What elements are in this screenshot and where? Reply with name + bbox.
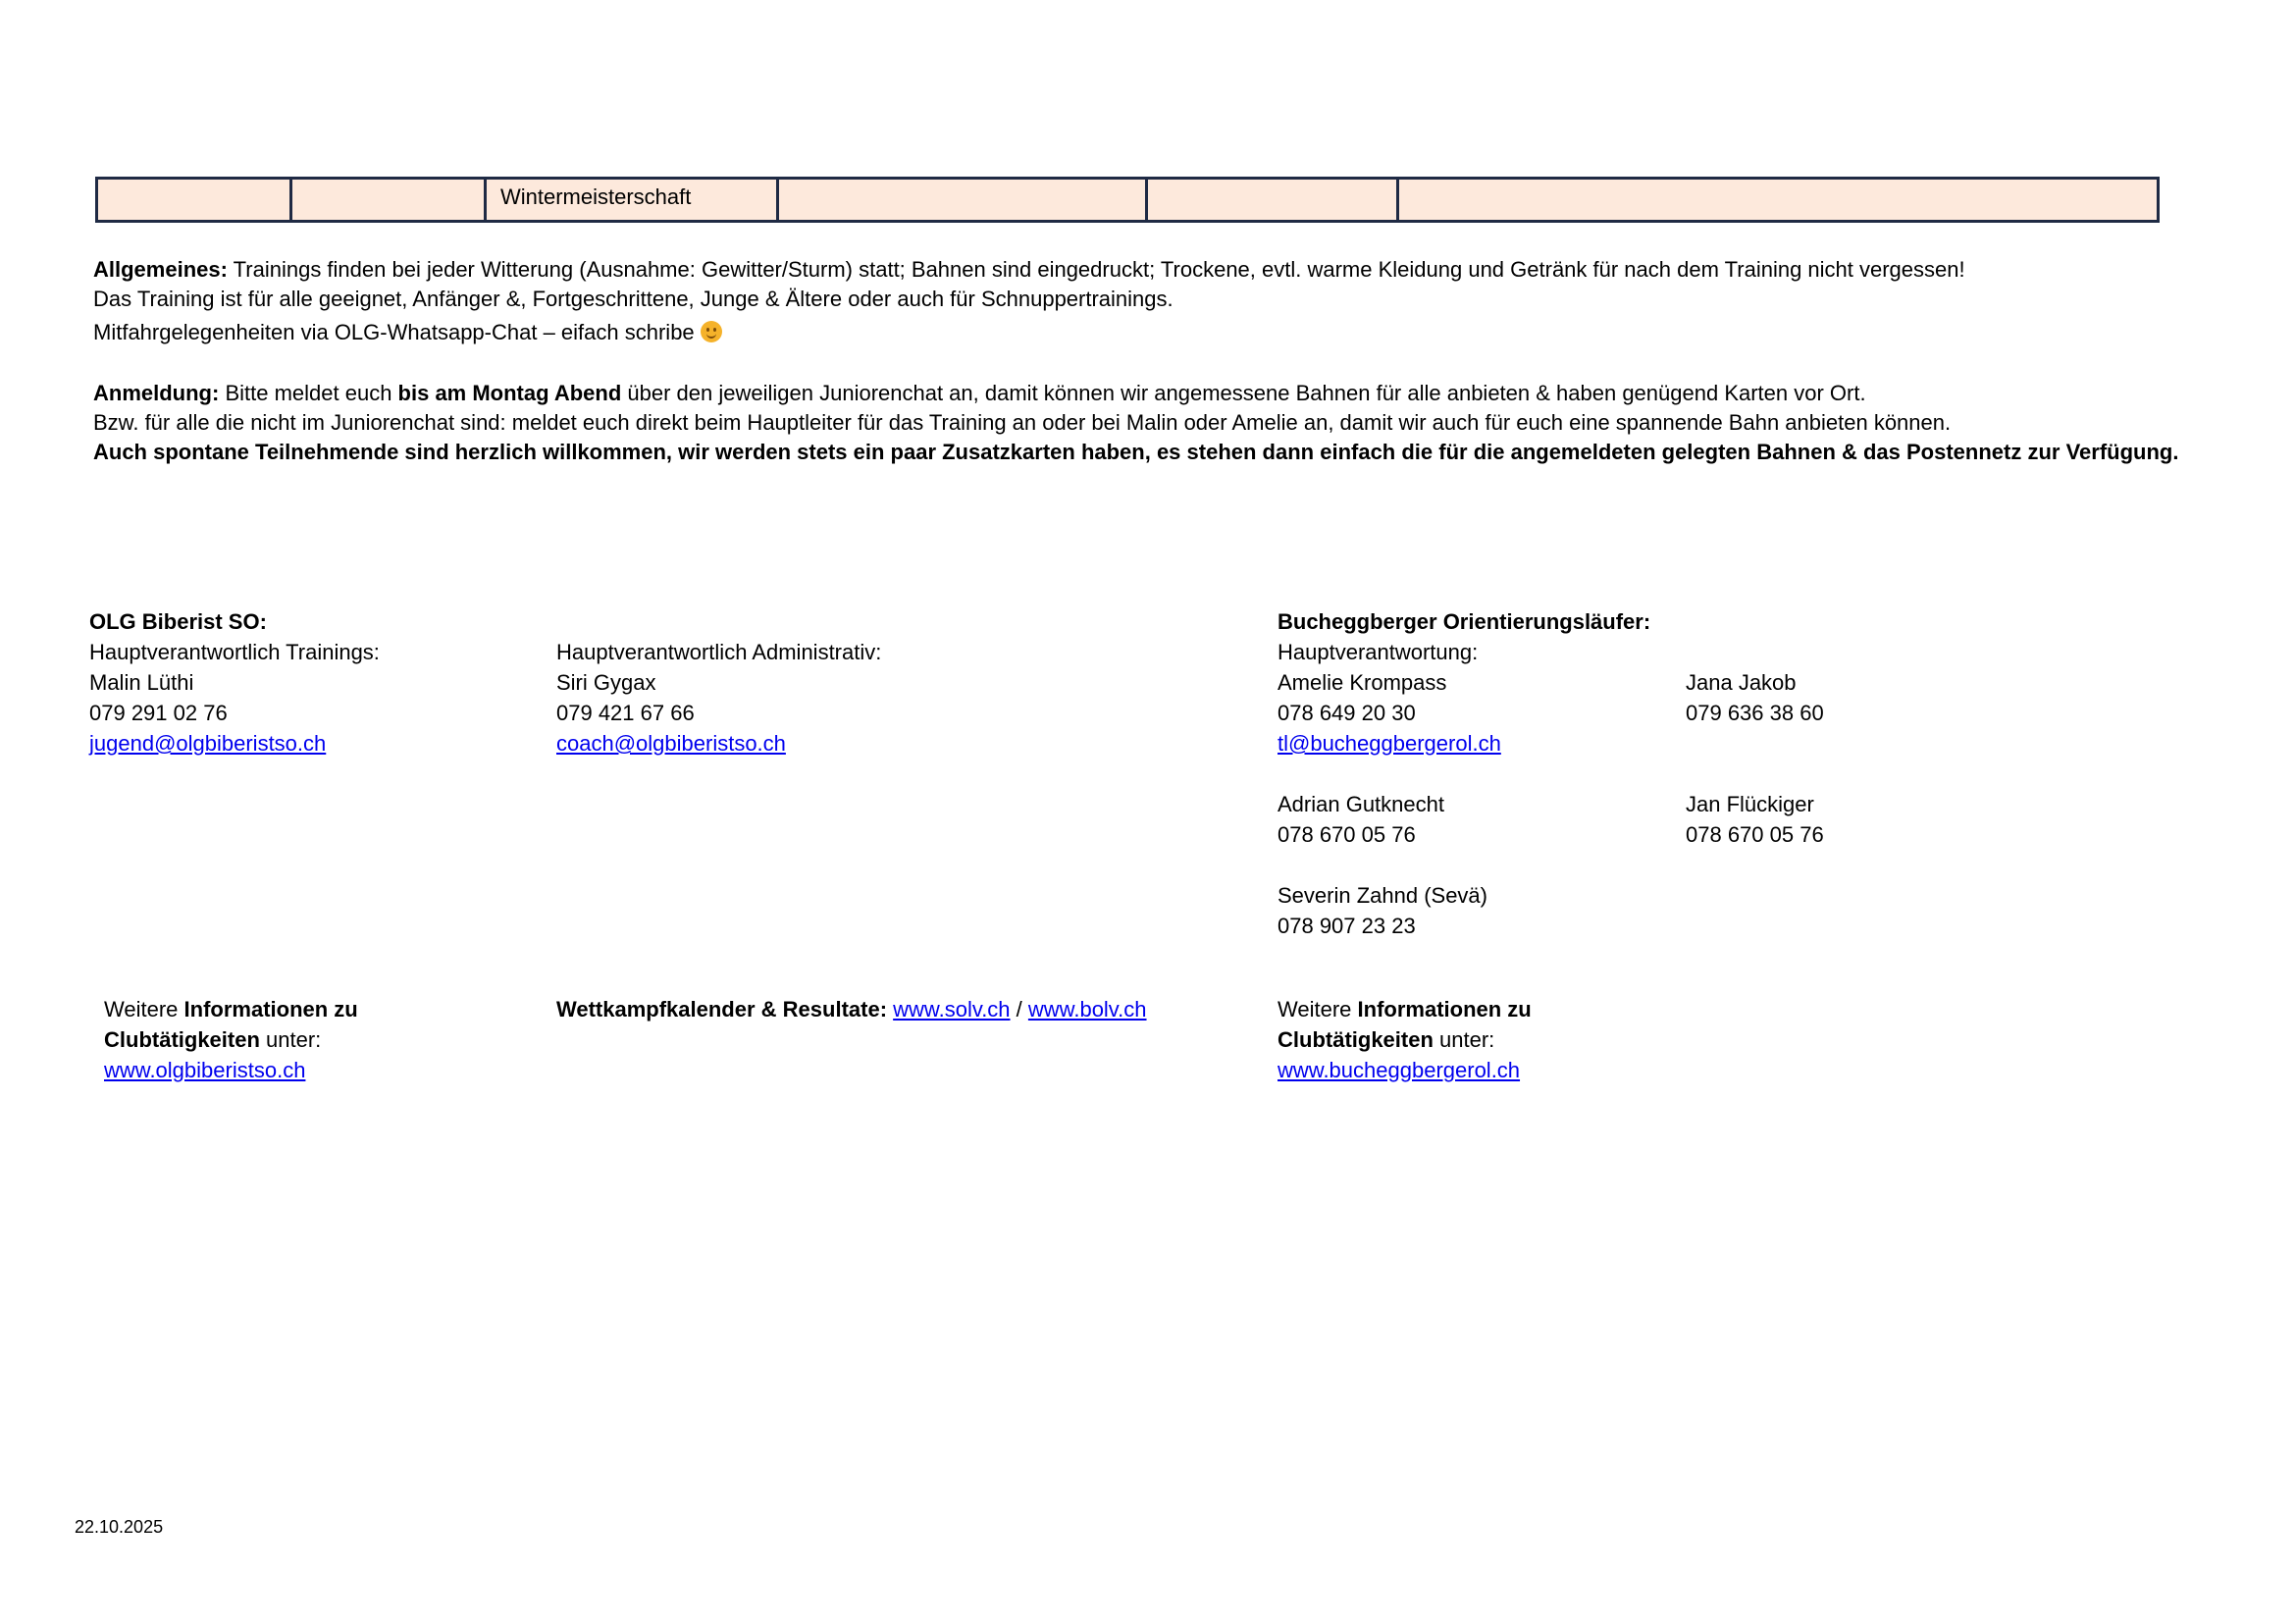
olg-admin-email-link[interactable]: coach@olgbiberistso.ch xyxy=(556,731,786,756)
olg-website-link[interactable]: www.olgbiberistso.ch xyxy=(104,1058,306,1082)
table-cell xyxy=(1398,179,2159,222)
bol-p2-name: Jana Jakob xyxy=(1686,670,1797,695)
bol-p5-phone: 078 907 23 23 xyxy=(1278,914,1416,938)
bol-p1-name: Amelie Krompass xyxy=(1278,670,1447,695)
general-label: Allgemeines: xyxy=(93,257,228,282)
bolv-link[interactable]: www.bolv.ch xyxy=(1027,997,1147,1022)
table-row xyxy=(97,179,2159,222)
olg-admin-role: Hauptverantwortlich Administrativ: xyxy=(556,640,882,664)
general-text: Trainings finden bei jeder Witterung (Ausnahme: Gewitter/Sturm) statt; Bahnen sind eingedruckt; Trockene, evtl. warme Kleidung und Getränk für nach dem Training nicht vergessen! xyxy=(227,257,1965,282)
bol-website-link[interactable]: www.bucheggbergerol.ch xyxy=(1278,1058,1521,1082)
bol-contact-main xyxy=(1278,606,1650,759)
table-cell xyxy=(1147,179,1398,222)
bol-p4-name: Jan Flückiger xyxy=(1686,792,1814,816)
general-info-line-3 xyxy=(93,317,722,347)
bol-info-suffix: unter: xyxy=(1433,1027,1495,1052)
olg-admin-phone: 079 421 67 66 xyxy=(556,701,695,725)
olg-admin-name: Siri Gygax xyxy=(556,670,656,695)
bol-p5-name: Severin Zahnd (Sevä) xyxy=(1278,883,1487,908)
bol-contact-4 xyxy=(1686,789,1824,850)
olg-info-bold: Informationen zu xyxy=(183,997,358,1022)
registration-text-cont: über den jeweiligen Juniorenchat an, damit können wir angemessene Bahnen für alle anbieten & haben genügend Karten vor Ort. xyxy=(621,381,1866,405)
olg-title: OLG Biberist SO: xyxy=(89,609,267,634)
bol-info-prefix: Weitere xyxy=(1278,997,1358,1022)
olg-admin-contact xyxy=(556,637,881,759)
smiling-face-icon xyxy=(701,321,722,342)
registration-line-2: Bzw. für alle die nicht im Juniorenchat sind: meldet euch direkt beim Hauptleiter für das Training an oder bei Malin oder Amelie an, damit wir auch für euch eine spannende Bahn anbieten können. xyxy=(93,410,1952,435)
registration-line-1 xyxy=(93,378,1866,408)
general-info-line-1 xyxy=(93,254,1965,285)
olg-training-email-link[interactable]: jugend@olgbiberistso.ch xyxy=(89,731,327,756)
competition-label: Wettkampfkalender & Resultate: xyxy=(556,997,888,1022)
bol-info-bold: Informationen zu xyxy=(1357,997,1532,1022)
table-cell xyxy=(778,179,1147,222)
olg-info-suffix: unter: xyxy=(259,1027,322,1052)
bol-p2-phone: 079 636 38 60 xyxy=(1686,701,1824,725)
registration-line-3: Auch spontane Teilnehmende sind herzlich willkommen, wir werden stets ein paar Zusatzkarten haben, es stehen dann einfach die für die angemeldeten gelegten Bahnen & das Postennetz zur Verfügung. xyxy=(93,440,2179,464)
table-cell xyxy=(97,179,291,222)
olg-club-info xyxy=(104,994,358,1085)
bol-contact-3 xyxy=(1278,789,1444,850)
competition-info xyxy=(556,994,1147,1024)
bol-title: Bucheggberger Orientierungsläufer: xyxy=(1278,609,1651,634)
bol-p4-phone: 078 670 05 76 xyxy=(1686,822,1824,847)
olg-training-contact xyxy=(89,606,380,759)
olg-training-name: Malin Lüthi xyxy=(89,670,194,695)
general-info-line-2: Das Training ist für alle geeignet, Anfänger &, Fortgeschrittene, Junge & Ältere oder auch für Schnuppertrainings. xyxy=(93,287,1174,311)
table-cell: Wintermeisterschaft xyxy=(486,179,778,222)
olg-info-prefix: Weitere xyxy=(104,997,184,1022)
link-separator: / xyxy=(1010,997,1028,1022)
bol-club-info xyxy=(1278,994,1532,1085)
solv-link[interactable]: www.solv.ch xyxy=(893,997,1011,1022)
bol-contact-5 xyxy=(1278,880,1487,941)
bol-role: Hauptverantwortung: xyxy=(1278,640,1479,664)
bol-info-bold-2: Clubtätigkeiten xyxy=(1278,1027,1434,1052)
bol-p3-phone: 078 670 05 76 xyxy=(1278,822,1416,847)
bol-contact-2 xyxy=(1686,667,1824,728)
general-carpool-text: Mitfahrgelegenheiten via OLG-Whatsapp-Chat – eifach schribe xyxy=(93,320,695,344)
registration-text: Bitte meldet euch xyxy=(219,381,398,405)
bol-p3-name: Adrian Gutknecht xyxy=(1278,792,1444,816)
olg-info-bold-2: Clubtätigkeiten xyxy=(104,1027,260,1052)
olg-training-phone: 079 291 02 76 xyxy=(89,701,228,725)
bol-p1-phone: 078 649 20 30 xyxy=(1278,701,1416,725)
training-table xyxy=(95,177,2160,223)
document-date: 22.10.2025 xyxy=(75,1517,164,1537)
olg-training-role: Hauptverantwortlich Trainings: xyxy=(89,640,380,664)
registration-deadline: bis am Montag Abend xyxy=(397,381,622,405)
registration-label: Anmeldung: xyxy=(93,381,220,405)
table-cell xyxy=(291,179,486,222)
bol-p1-email-link[interactable]: tl@bucheggbergerol.ch xyxy=(1278,731,1501,756)
